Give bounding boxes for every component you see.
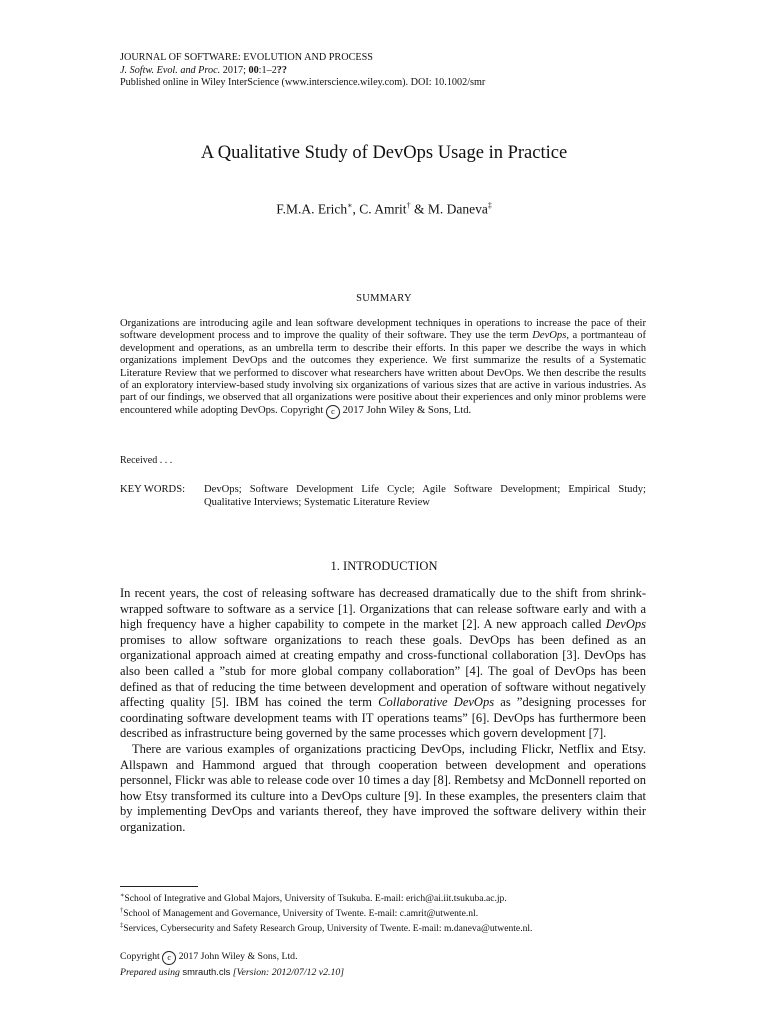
footer-copyright [120, 950, 344, 965]
author-mark: ‡ [487, 201, 492, 210]
paragraph [120, 586, 646, 742]
footnote [120, 890, 532, 905]
footer-class-file: smrauth.cls [182, 966, 231, 977]
section-heading: 1. INTRODUCTION [330, 559, 438, 573]
footnote-text: Services, Cybersecurity and Safety Research Group, University of Twente. E-mail: m.daneva@utwente.nl. [123, 923, 533, 935]
author-list [0, 201, 768, 218]
author-name: C. Amrit [359, 201, 407, 217]
journal-volume: 00 [248, 64, 259, 76]
footnote [120, 920, 532, 935]
footnote-mark: ∗ [120, 892, 125, 899]
paragraph-part: In recent years, the cost of releasing software has decreased dramatically due to the shift from shrink-wrapped software to software as a service [1]. Organizations that can release software early and with a high frequency have a higher capability to compete in the market [2]. A new approach called [120, 586, 646, 632]
paper-title: A Qualitative Study of DevOps Usage in Practice [200, 143, 568, 163]
footnotes [120, 890, 532, 936]
author-mark: † [406, 201, 411, 210]
abstract-part: , a portmanteau of development and operations, as an umbrella term to describe their efforts. In this paper we describe the ways in which organizations implement DevOps and the outcomes they experience. We first summarize the results of a Systematic Literature Review that we performed to discover what researchers have written about DevOps. We then describe the results of an exploratory interview-based study involving six organizations of various sizes that are active in various industries. As part of our findings, we observed that all organizations were positive about their experiences and only minor problems were encountered while adopting DevOps. Copyright [120, 330, 646, 416]
paragraph-part: promises to allow software organizations to reach these goals. DevOps has been defined as an organizational approach aimed at creating empathy and cross-functional collaboration [3]. DevOps has also been called a ”stub for more global company collaboration” [4]. The goal of DevOps has been defined as that of reducing the time between development and operation of software without negatively affecting quality [5]. IBM has coined the term [120, 632, 646, 710]
paragraph-part: as ”designing processes for coordinating software development teams with IT operations teams” [6]. DevOps has furthermore been described as infrastructure being governed by the same processes which govern development [7]. [120, 695, 646, 741]
footer-copyright-prefix: Copyright [120, 951, 163, 962]
footnote-text: School of Integrative and Global Majors, University of Tsukuba. E-mail: erich@ai.iit.tsukuba.ac.jp. [124, 893, 507, 905]
copyright-symbol: c [326, 405, 340, 419]
journal-pages-end: ?? [276, 64, 287, 76]
footer-prepared-prefix: Prepared using [120, 967, 183, 978]
author-name: M. Daneva [427, 201, 488, 217]
abstract-part: Organizations are introducing agile and lean software development techniques in operations to increase the pace of their software development process and to improve the quality of their software. They use the term [120, 318, 646, 342]
footer-copyright-rest: 2017 John Wiley & Sons, Ltd. [176, 951, 298, 962]
journal-abbrev: J. Softw. Evol. and Proc. [120, 64, 221, 76]
page-footer [120, 950, 344, 979]
keywords-block [120, 484, 646, 509]
paragraph-term: DevOps [605, 617, 646, 632]
footnote-mark: ‡ [120, 922, 124, 930]
author-separator: , [352, 201, 360, 217]
footer-prepared [120, 965, 344, 979]
paragraph-term: Collaborative DevOps [378, 695, 495, 710]
journal-header [120, 52, 485, 90]
author-name: F.M.A. Erich [276, 201, 348, 217]
abstract-part: 2017 John Wiley & Sons, Ltd. [339, 404, 472, 416]
copyright-symbol: c [162, 951, 176, 965]
journal-name: JOURNAL OF SOFTWARE: EVOLUTION AND PROCESS [120, 52, 373, 63]
journal-year: 2017; [220, 64, 249, 76]
footnote-text: School of Management and Governance, University of Twente. E-mail: c.amrit@utwente.nl. [123, 908, 479, 920]
abstract-term: DevOps [532, 330, 567, 342]
abstract-text [120, 318, 646, 419]
author-separator: & [410, 201, 428, 217]
footnote-rule [120, 886, 198, 887]
footnote [120, 905, 532, 920]
paragraph: There are various examples of organizations practicing DevOps, including Flickr, Netflix and Etsy. Allspawn and Hammond argued that through cooperation between development and operations personnel, Flickr was able to release code over 10 times a day [8]. Rembetsy and McDonnell reported on how Etsy transformed its culture into a DevOps culture [9]. In these examples, the presenters claim that by implementing DevOps and variants thereof, they have improved the software delivery within their organization. [120, 741, 646, 834]
journal-citation [120, 65, 485, 78]
footer-version: [Version: 2012/07/12 v2.10] [230, 967, 345, 978]
introduction-body [120, 586, 646, 836]
keywords-text: DevOps; Software Development Life Cycle; Agile Software Development; Empirical Study; Qualitative Interviews; Systematic Literature Review [204, 484, 646, 508]
summary-heading: SUMMARY [356, 293, 412, 304]
footnote-mark: † [120, 907, 124, 915]
received-line: Received . . . [120, 455, 173, 466]
author-mark: ∗ [347, 201, 353, 210]
journal-published-online: Published online in Wiley InterScience (www.interscience.wiley.com). DOI: 10.1002/smr [120, 77, 486, 88]
journal-pages: :1–2 [258, 64, 277, 76]
keywords-label: KEY WORDS: [120, 484, 186, 495]
